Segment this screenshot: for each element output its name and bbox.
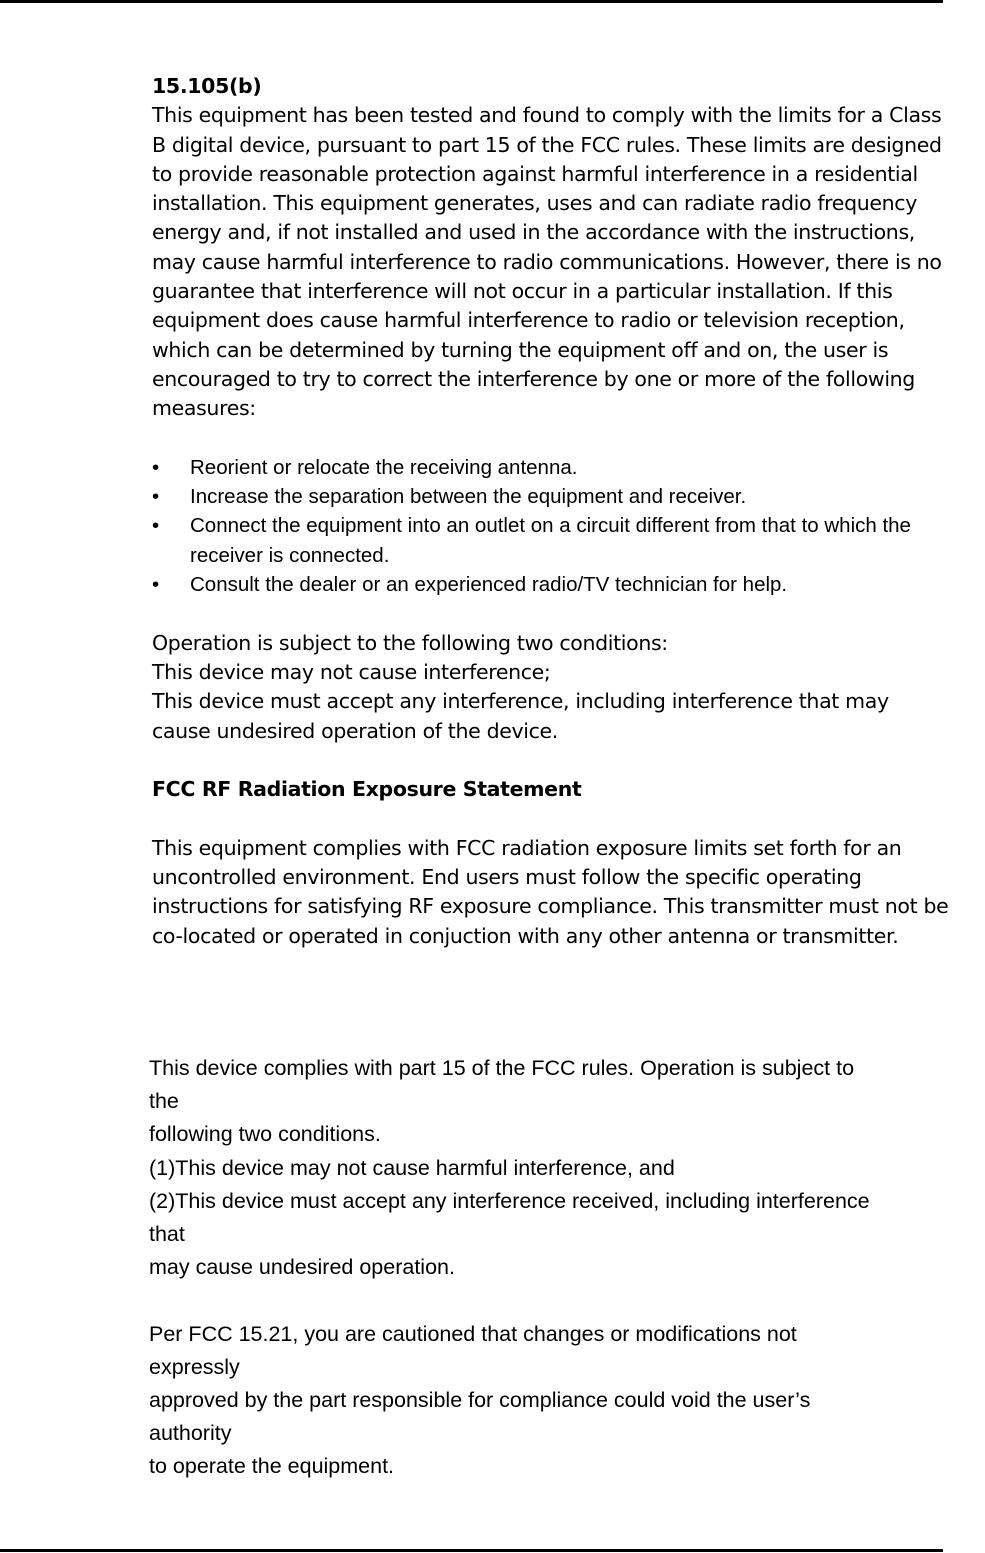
measure-text: Consult the dealer or an experienced radio/TV technician for help. xyxy=(190,573,788,597)
class-b-compliance-paragraph: This equipment has been tested and found to comply with the limits for a Class B digital device, pursuant to part 15 of the FCC rules. These limits are designed to provide reasonable protection against harmful interference in a residential installation. This equipment generates, uses and can radiate radio frequency energy and, if not installed and used in the accordance with the instructions, may cause harmful interference to radio communications. However, there is no guarantee that interference will not occur in a particular installation. If this equipment does cause harmful interference to radio or television reception, which can be determined by turning the equipment off and on, the user is encouraged to try to correct the interference by one or more of the following measures: xyxy=(152,103,942,421)
part15-line: the xyxy=(149,1089,179,1114)
list-item xyxy=(152,511,952,570)
fcc-15-21-line: Per FCC 15.21, you are cautioned that changes or modifications not xyxy=(149,1321,797,1346)
measure-text: Increase the separation between the equipment and receiver. xyxy=(190,485,747,509)
list-item xyxy=(152,453,952,482)
measure-text: Connect the equipment into an outlet on a circuit different from that to which the receiver is connected. xyxy=(190,514,911,567)
fcc-15-21-line: authority xyxy=(149,1421,232,1446)
condition-2: This device must accept any interference, including interference that may cause undesired operation of the device. xyxy=(152,689,889,743)
part15-and-15-21-notices xyxy=(149,1052,985,1484)
list-item xyxy=(152,570,952,599)
spacer xyxy=(152,599,952,628)
spacer xyxy=(152,746,952,775)
measure-text: Reorient or relocate the receiving antenna. xyxy=(190,455,578,479)
rf-exposure-paragraph: This equipment complies with FCC radiation exposure limits set forth for an uncontrolled environment. End users must follow the specific operating instructions for satisfying RF exposure compliance. This transmitter must not be co-located or operated in conjuction with any other antenna or transmitter. xyxy=(152,835,949,948)
part15-line: following two conditions. xyxy=(149,1122,381,1147)
interference-measures-list xyxy=(152,453,952,599)
bullet-icon: • xyxy=(152,573,160,597)
part15-line: that xyxy=(149,1222,185,1247)
fcc-15-21-line: expressly xyxy=(149,1354,240,1379)
fcc-15-105b-section xyxy=(152,72,952,951)
rf-exposure-heading: FCC RF Radiation Exposure Statement xyxy=(152,777,582,802)
bullet-icon: • xyxy=(152,455,160,479)
bottom-border-rule xyxy=(0,1549,943,1552)
list-item xyxy=(152,482,952,511)
condition-1: This device may not cause interference; xyxy=(152,659,551,684)
fcc-15-21-line: to operate the equipment. xyxy=(149,1454,395,1479)
bullet-icon: • xyxy=(152,485,160,509)
part15-line: may cause undesired operation. xyxy=(149,1255,455,1280)
spacer xyxy=(149,1284,985,1317)
section-heading-15-105b: 15.105(b) xyxy=(152,74,262,98)
conditions-intro: Operation is subject to the following two conditions: xyxy=(152,630,668,655)
top-border-rule xyxy=(0,0,943,3)
part15-line: This device complies with part 15 of the FCC rules. Operation is subject to xyxy=(149,1056,855,1080)
fcc-15-21-line: approved by the part responsible for compliance could void the user’s xyxy=(149,1388,811,1413)
spacer xyxy=(152,424,952,453)
part15-line: (2)This device must accept any interference received, including interference xyxy=(149,1188,870,1213)
part15-line: (1)This device may not cause harmful interference, and xyxy=(149,1155,675,1180)
bullet-icon: • xyxy=(152,514,160,538)
spacer xyxy=(152,804,952,833)
